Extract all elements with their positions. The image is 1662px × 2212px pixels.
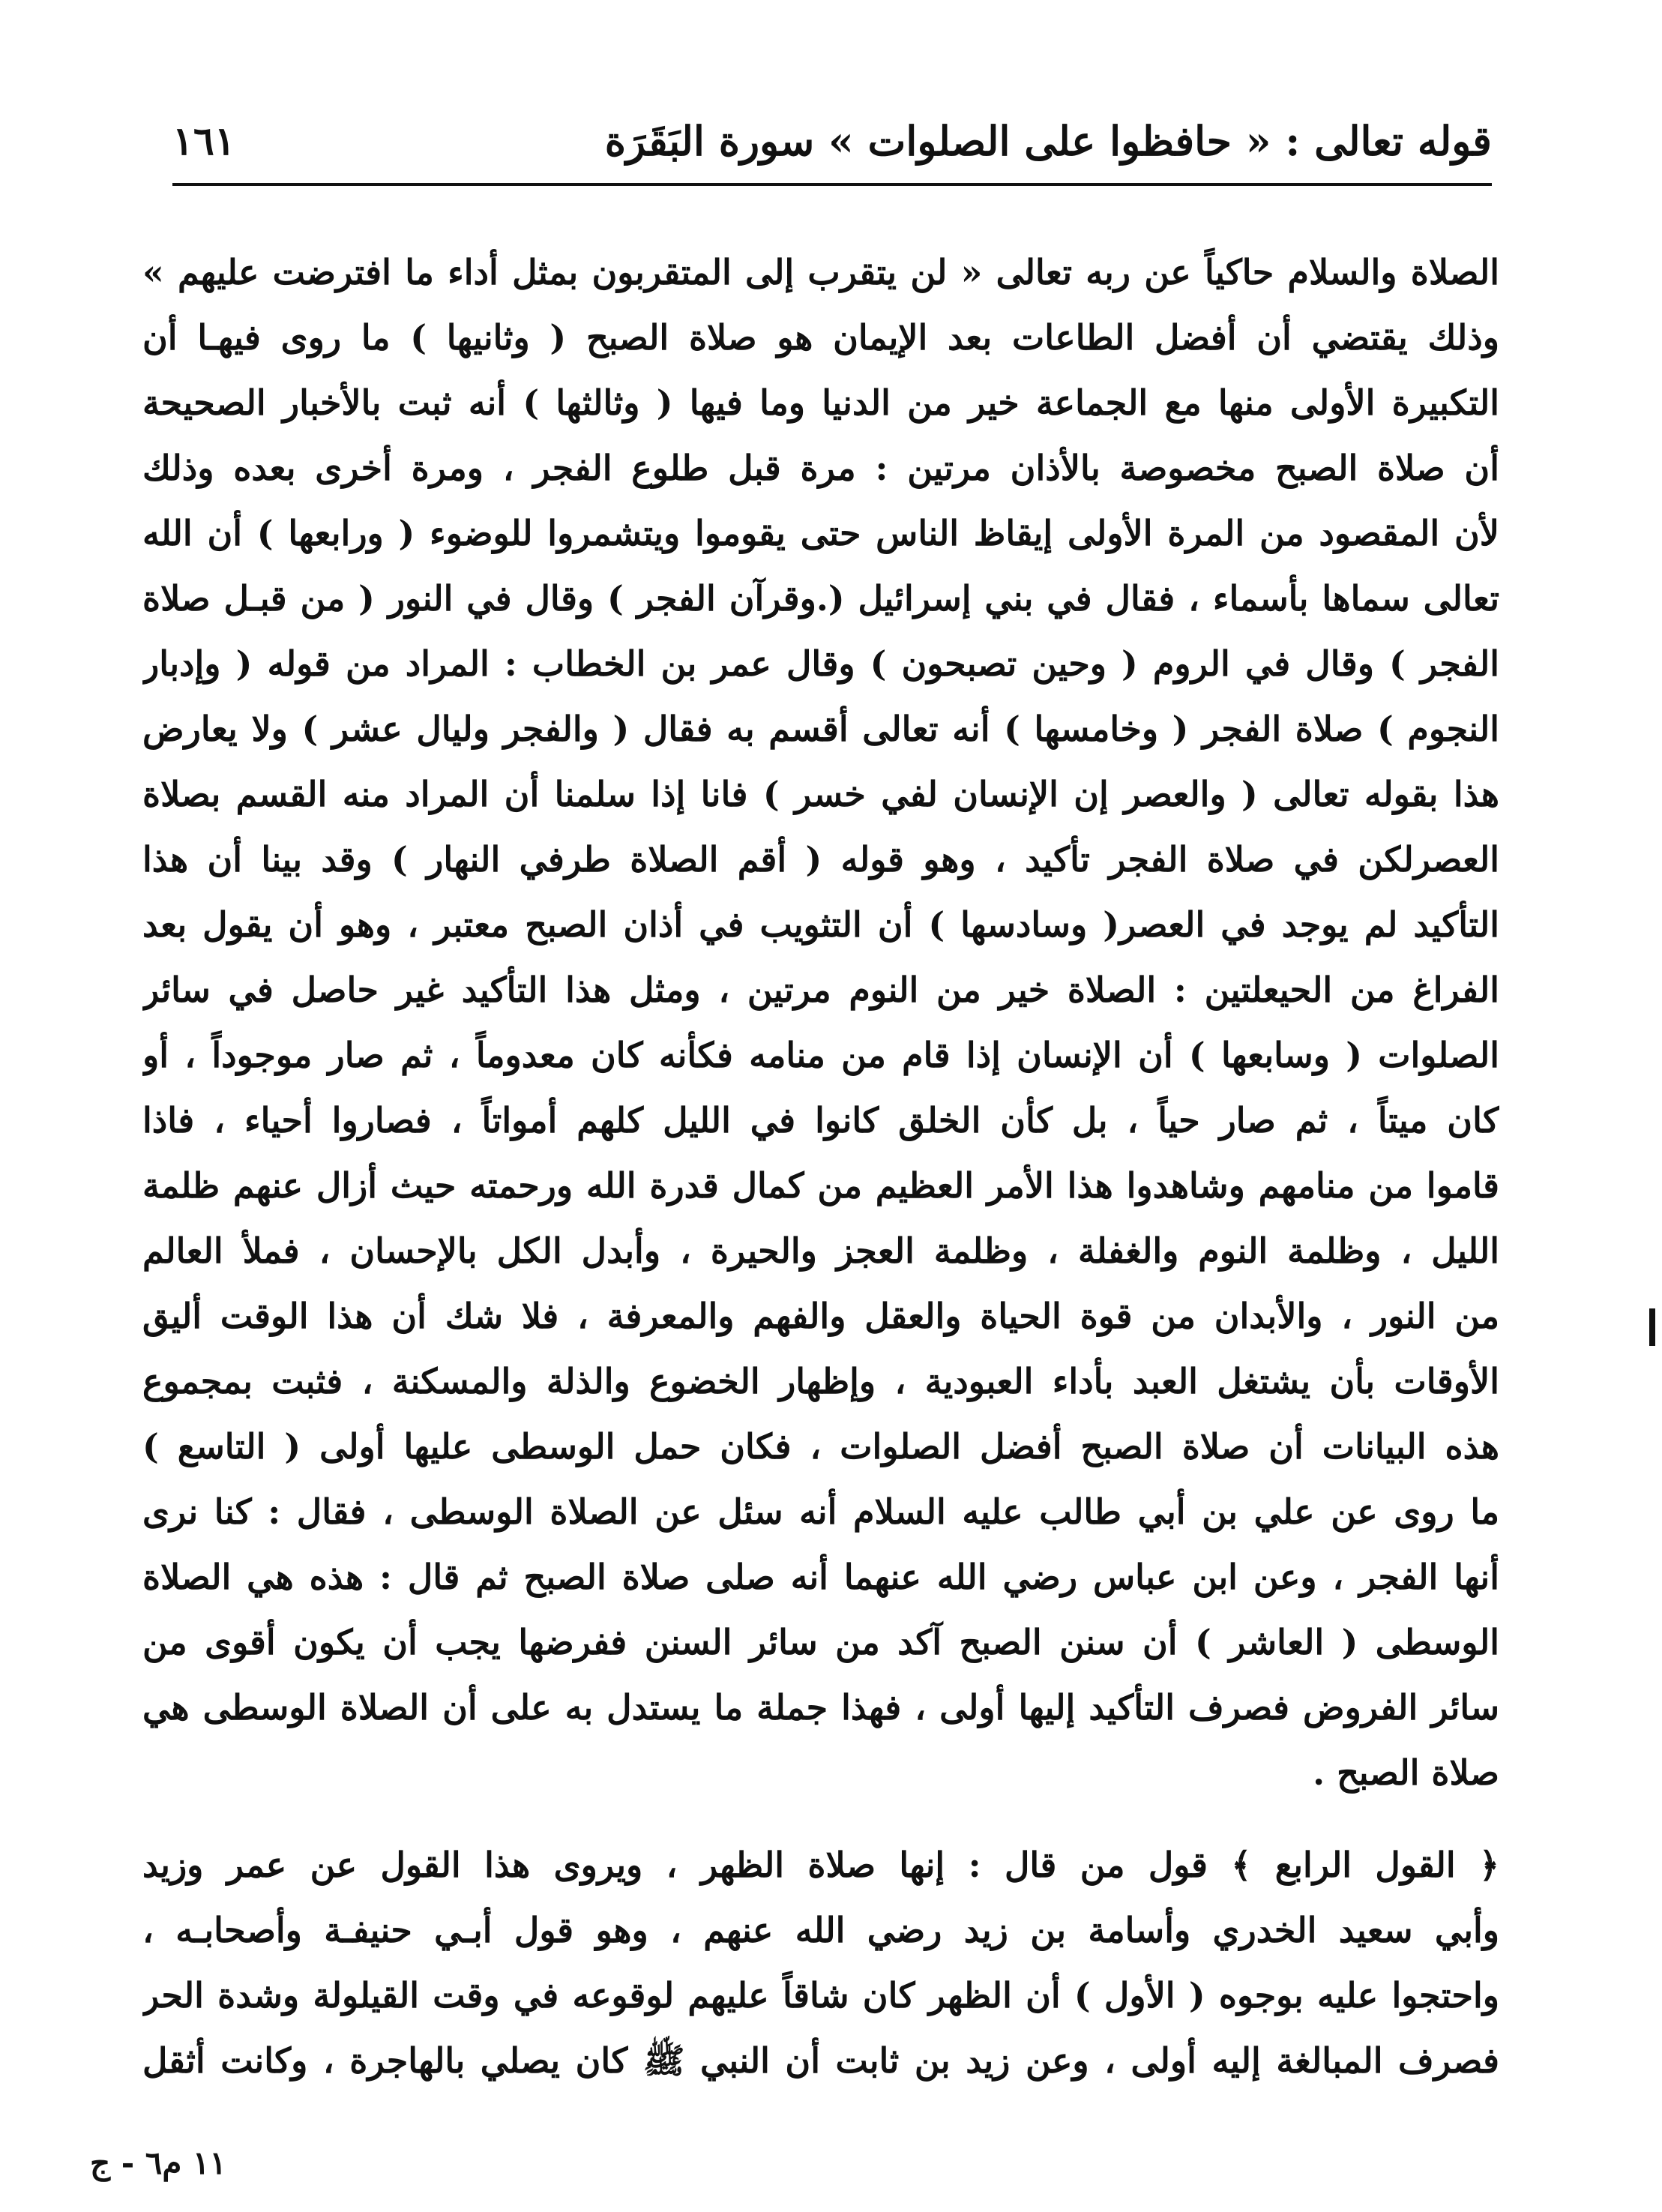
body-text [142, 240, 1499, 2094]
text-line: كان ميتاً ، ثم صار حياً ، بل كأن الخلق كانوا في الليل كلهم أمواتاً ، فصاروا أحياء ، فاذا [142, 1100, 1499, 1140]
text-line: العصرلكن في صلاة الفجر تأكيد ، وهو قوله ( أقم الصلاة طرفي النهار ) وقد بينا أن هذا [142, 839, 1499, 880]
text-line: التكبيرة الأولى منها مع الجماعة خير من الدنيا وما فيها ( وثالثها ) أنه ثبت بالأخبار الصحيحة [142, 382, 1499, 423]
text-line: هذه البيانات أن صلاة الصبح أفضل الصلوات ، فكان حمل الوسطى عليها أولى ( التاسع ) [142, 1426, 1499, 1467]
text-line: سائر الفروض فصرف التأكيد إليها أولى ، فهذا جملة ما يستدل به على أن الصلاة الوسطى هي [142, 1687, 1499, 1728]
text-line: الوسطى ( العاشر ) أن سنن الصبح آكد من سائر السنن ففرضها يجب أن يكون أقوى من [142, 1622, 1499, 1662]
text-line: أنها الفجر ، وعن ابن عباس رضي الله عنهما أنه صلى صلاة الصبح ثم قال : هذه هي الصلاة [142, 1557, 1499, 1597]
text-line: الصلوات ( وسابعها ) أن الإنسان إذا قام من منامه فكأنه كان معدوماً ، ثم صار موجوداً ، أو [142, 1035, 1499, 1075]
text-line: ما روى عن علي بن أبي طالب عليه السلام أنه سئل عن الصلاة الوسطى ، فقال : كنا نرى [142, 1491, 1499, 1532]
text-line: من النور ، والأبدان من قوة الحياة والعقل والفهم والمعرفة ، فلا شك أن هذا الوقت أليق [142, 1296, 1499, 1336]
footer-signature: ١١ م٦ - ج [90, 2145, 227, 2181]
text-line: تعالى سماها بأسماء ، فقال في بني إسرائيل (.وقرآن الفجر ) وقال في النور ( من قبـل صلاة [142, 578, 1499, 619]
text-line: قاموا من منامهم وشاهدوا هذا الأمر العظيم من كمال قدرة الله ورحمته حيث أزال عنهم ظلمة [142, 1165, 1499, 1206]
running-header [172, 112, 1492, 180]
text-line: لأن المقصود من المرة الأولى إيقاظ الناس حتى يقوموا ويتشمروا للوضوء ( ورابعها ) أن الله [142, 513, 1499, 553]
paragraph-2 [142, 1833, 1499, 2094]
text-line: الأوقات بأن يشتغل العبد بأداء العبودية ، وإظهار الخضوع والذلة والمسكنة ، فثبت بمجموع [142, 1361, 1499, 1401]
text-line: النجوم ) صلاة الفجر ( وخامسها ) أنه تعالى أقسم به فقال ( والفجر وليال عشر ) ولا يعارض [142, 709, 1499, 749]
text-line: التأكيد لم يوجد في العصر( وسادسها ) أن التثويب في أذان الصبح معتبر ، وهو أن يقول بعد [142, 904, 1499, 945]
text-line: وذلك يقتضي أن أفضل الطاعات بعد الإيمان هو صلاة الصبح ( وثانيها ) ما روى فيهـا أن [142, 317, 1499, 358]
header-rule [172, 183, 1492, 186]
paragraph-1 [142, 240, 1499, 1806]
paragraph-gap [142, 1806, 1499, 1833]
text-line: هذا بقوله تعالى ( والعصر إن الإنسان لفي خسر ) فانا إذا سلمنا أن المراد منه القسم بصلاة [142, 774, 1499, 814]
header-title: قوله تعالى : « حافظوا على الصلوات » سورة البَقَرَة [604, 117, 1492, 165]
text-line: ﴿ القول الرابع ﴾ قول من قال : إنها صلاة الظهر ، ويروى هذا القول عن عمر وزيد [142, 1845, 1499, 1885]
page-number: ١٦١ [172, 118, 235, 164]
text-line: الصلاة والسلام حاكياً عن ربه تعالى « لن يتقرب إلى المتقربون بمثل أداء ما افترضت عليهم » [142, 252, 1499, 292]
text-line: أن صلاة الصبح مخصوصة بالأذان مرتين : مرة قبل طلوع الفجر ، ومرة أخرى بعده وذلك [142, 448, 1499, 488]
text-line: الفجر ) وقال في الروم ( وحين تصبحون ) وقال عمر بن الخطاب : المراد من قوله ( وإدبار [142, 643, 1499, 684]
text-line: صلاة الصبح . [1313, 1752, 1499, 1793]
text-line: الليل ، وظلمة النوم والغفلة ، وظلمة العجز والحيرة ، وأبدل الكل بالإحسان ، فملأ العالم [142, 1230, 1499, 1271]
text-line: فصرف المبالغة إليه أولى ، وعن زيد بن ثابت أن النبي ﷺ كان يصلي بالهاجرة ، وكانت أثقل [142, 2040, 1499, 2081]
margin-mark [1649, 1308, 1655, 1346]
text-line: واحتجوا عليه بوجوه ( الأول ) أن الظهر كان شاقاً عليهم لوقوعه في وقت القيلولة وشدة الحر [142, 1975, 1499, 2016]
text-line: وأبي سعيد الخدري وأسامة بن زيد رضي الله عنهم ، وهو قول أبـي حنيفـة وأصحابـه ، [142, 1910, 1499, 1950]
text-line: الفراغ من الحيعلتين : الصلاة خير من النوم مرتين ، ومثل هذا التأكيد غير حاصل في سائر [142, 970, 1499, 1010]
